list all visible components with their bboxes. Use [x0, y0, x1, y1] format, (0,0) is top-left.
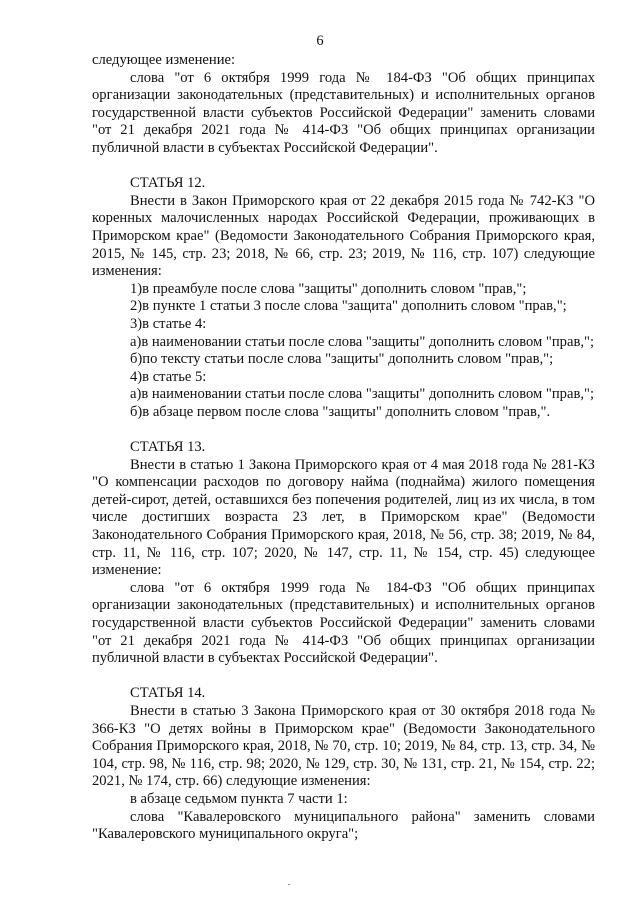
paragraph: Внести в Закон Приморского края от 22 декабря 2015 года № 742-КЗ "О коренных малочисленных народах Российской Федерации, проживающих в Приморском крае" (Ведомости Законодательного Собрания Приморского края, 2015, № 145, стр. 23; 2018, № 66, стр. 23; 2019, № 116, стр. 107) следующие изменения:: [92, 192, 595, 280]
paragraph: б)по тексту статьи после слова "защиты" дополнить словом "прав,";: [130, 351, 554, 368]
paragraph: слова "Кавалеровского муниципального района" заменить словами "Кавалеровского муниципального округа";: [92, 808, 595, 843]
paragraph-gap: [92, 668, 595, 686]
paragraph: 2)в пункте 1 статьи 3 после слова "защита" дополнить словом "прав,";: [130, 298, 567, 315]
paragraph: Внести в статью 1 Закона Приморского края от 4 мая 2018 года № 281-КЗ "О компенсации расходов по договору найма (поднайма) жилого помещения детей-сирот, детей, оставшихся без попечения родителей, лиц из их числа, в том числе достигших возраста 23 лет, в Приморском крае" (Ведомости Законодательного Собрания Приморского края, 2018, № 56, стр. 38; 2019, № 84, стр. 11, № 116, стр. 107; 2020, № 147, стр. 11, № 154, стр. 45) следующее изменение:: [92, 456, 595, 579]
page-number: 6: [316, 33, 324, 49]
paragraph: в абзаце седьмом пункта 7 части 1:: [130, 790, 348, 807]
paragraph: слова "от 6 октября 1999 года № 184-ФЗ "Об общих принципах организации законодательных (представительных) и исполнительных органов государственной власти субъектов Российской Федерации" заменить словами "от 21 декабря 2021 года № 414-ФЗ "Об общих принципах организации публичной власти в субъектах Российской Федерации".: [92, 579, 595, 667]
paragraph-gap: [92, 158, 595, 176]
paragraph: 3)в статье 4:: [130, 315, 207, 332]
paragraph: 1)в преамбуле после слова "защиты" дополнить словом "прав,";: [130, 280, 527, 297]
paragraph: б)в абзаце первом после слова "защиты" дополнить словом "прав,".: [130, 403, 551, 420]
paragraph: слова "от 6 октября 1999 года № 184-ФЗ "Об общих принципах организации законодательных (представительных) и исполнительных органов государственной власти субъектов Российской Федерации" заменить словами "от 21 декабря 2021 года № 414-ФЗ "Об общих принципах организации публичной власти в субъектах Российской Федерации".: [92, 69, 595, 156]
article-heading: СТАТЬЯ 13.: [130, 439, 206, 456]
paragraph: Внести в статью 3 Закона Приморского края от 30 октября 2018 года № 366-КЗ "О детях войны в Приморском крае" (Ведомости Законодательного Собрания Приморского края, 2018, № 70, стр. 10; 2019, № 84, стр. 13, стр. 34, № 104, стр. 98, № 116, стр. 98; 2020, № 129, стр. 30, № 131, стр. 21, № 154, стр. 22; 2021, № 174, стр. 66) следующие изменения:: [92, 702, 595, 790]
paragraph: 4)в статье 5:: [130, 368, 207, 385]
document-body: [92, 52, 595, 844]
paragraph: а)в наименовании статьи после слова "защиты" дополнить словом "прав,";: [130, 386, 595, 403]
paragraph: а)в наименовании статьи после слова "защиты" дополнить словом "прав,";: [130, 333, 595, 350]
scan-mark: [288, 884, 290, 885]
paragraph-gap: [92, 421, 595, 439]
paragraph: следующее изменение:: [92, 52, 236, 68]
article-heading: СТАТЬЯ 12.: [130, 175, 206, 192]
article-heading: СТАТЬЯ 14.: [130, 685, 206, 702]
